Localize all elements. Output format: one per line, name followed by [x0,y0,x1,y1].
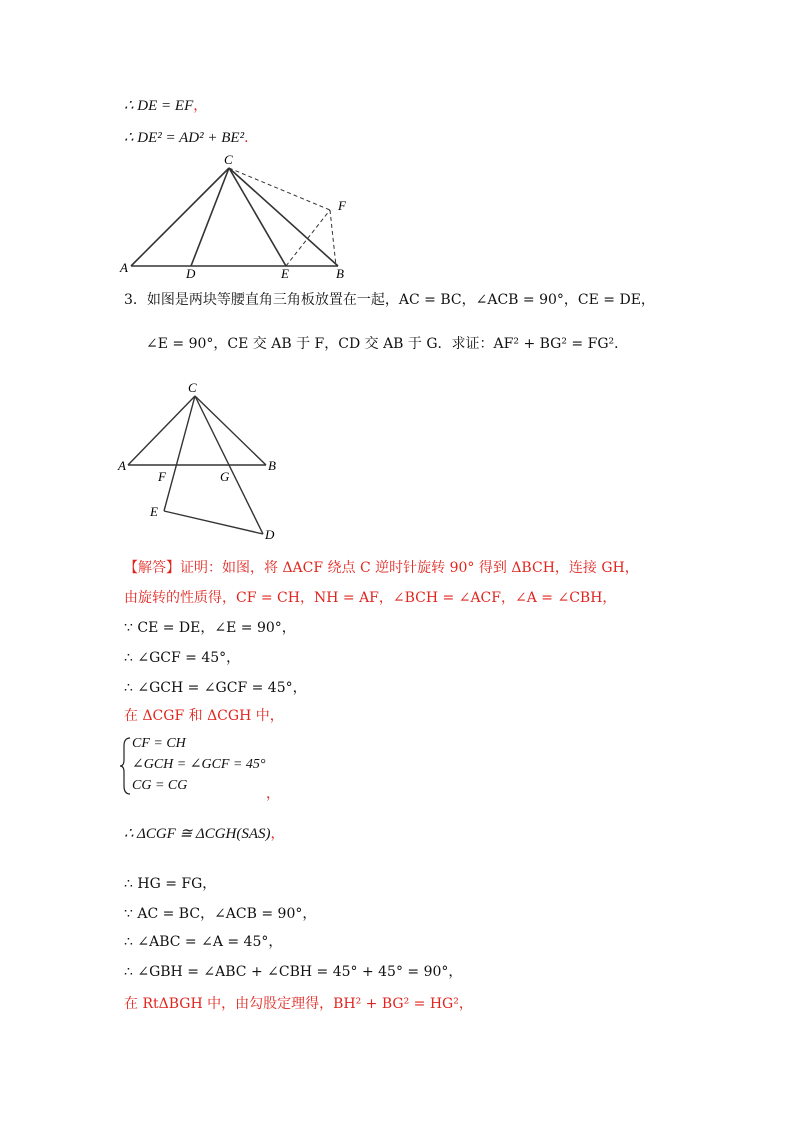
system-eq-3: CG = CG [132,778,188,793]
congruence-statement: ∴ ΔCGF ≅ ΔCGH(SAS) [124,826,271,842]
label-a: A [118,458,126,473]
text-line-de-squared [124,128,258,148]
dashed-ef [286,210,330,266]
solution-line-3: ∵ CE = DE，∠E = 90°， [124,620,296,636]
label-g: G [220,469,230,484]
segment-ac [131,168,229,266]
brace-icon [120,736,132,796]
text-line-de-ef [124,96,207,116]
segment-cd [191,168,229,266]
segment-cb [229,168,338,266]
triangle-figure-1 [118,150,358,282]
label-b: B [336,266,344,281]
solution-line-6: 在 ΔCGF 和 ΔCGH 中， [124,708,284,724]
label-d: D [186,266,196,281]
math-expression: ∴ DE² = AD² + BE² [124,130,245,146]
math-expression: ∴ DE = EF [124,98,194,114]
dashed-cf [229,168,330,210]
problem-line-1: 3．如图是两块等腰直角三角板放置在一起，AC = BC，∠ACB = 90°，CE = DE， [124,292,655,308]
label-b: B [268,458,276,473]
label-f: F [338,198,346,213]
system-eq-1: CF = CH [132,736,186,751]
label-e: E [281,266,289,281]
solution-line-8: ∴ HG = FG， [124,876,217,892]
solution-line-7 [124,824,285,844]
solution-line-5: ∴ ∠GCH = ∠GCF = 45°， [124,680,307,696]
punctuation: ， [270,826,285,842]
segment-ed [164,511,263,534]
system-comma: ， [266,786,280,802]
solution-line-11: ∴ ∠GBH = ∠ABC + ∠CBH = 45° + 45° = 90°， [124,964,463,980]
solution-line-12: 在 RtΔBGH 中，由勾股定理得，BH² + BG² = HG²， [124,996,473,1012]
punctuation: ， [193,98,208,114]
answer-tag: 【解答】 [124,560,180,576]
dashed-fb [330,210,336,266]
segment-cb [195,396,266,465]
label-c: C [224,152,233,167]
solution-line-10: ∴ ∠ABC = ∠A = 45°， [124,934,283,950]
solution-line-4: ∴ ∠GCF = 45°， [124,650,241,666]
problem-line-2: ∠E = 90°，CE 交 AB 于 F，CD 交 AB 于 G．求证：AF² + BG² = FG²． [146,336,629,352]
solution-text: 证明：如图，将 ΔACF 绕点 C 逆时针旋转 90° 得到 ΔBCH，连接 GH， [180,560,639,576]
label-f: F [158,469,166,484]
segment-ce [164,396,195,511]
solution-line-2: 由旋转的性质得，CF = CH，NH = AF，∠BCH = ∠ACF，∠A = ∠CBH， [124,590,617,606]
system-eq-2: ∠GCH = ∠GCF = 45° [132,757,266,772]
label-a: A [120,260,128,275]
label-d: D [265,527,275,542]
solution-line-9: ∵ AC = BC，∠ACB = 90°， [124,906,317,922]
solution-line-1 [124,558,639,578]
label-e: E [150,504,158,519]
label-c: C [188,380,197,395]
triangle-figure-2 [116,374,288,544]
punctuation: ． [244,130,259,146]
segment-ce [229,168,286,266]
segment-ac [128,396,195,465]
